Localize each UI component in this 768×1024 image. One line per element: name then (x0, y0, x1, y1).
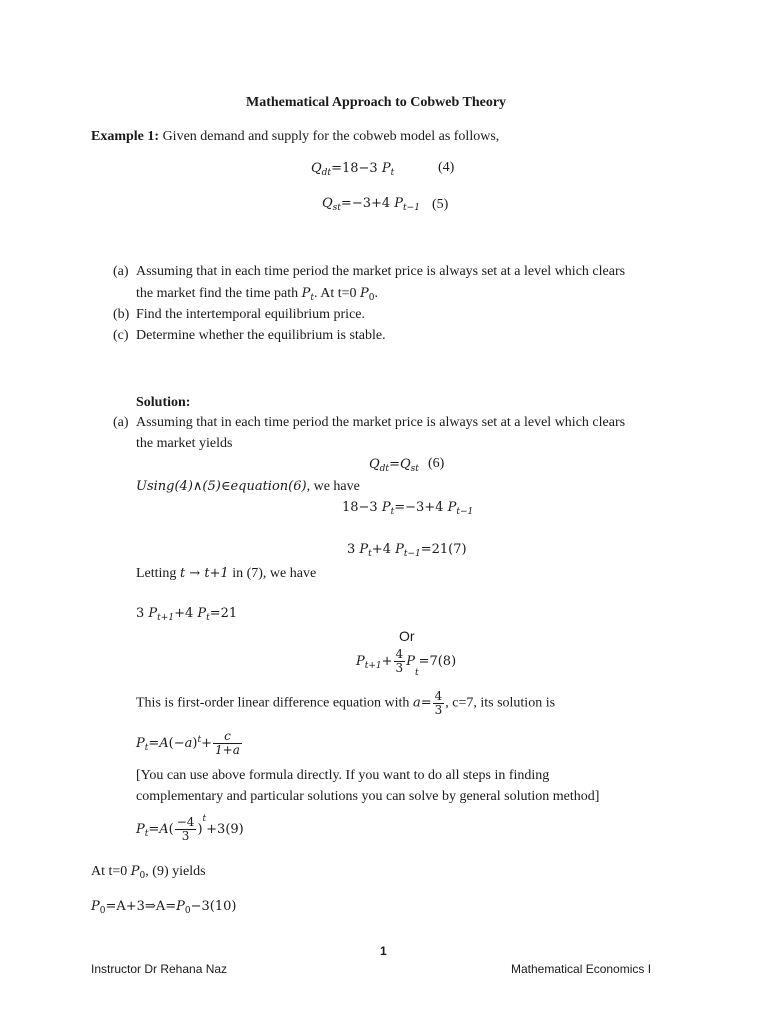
footer-instructor: Instructor Dr Rehana Naz (91, 962, 228, 976)
solution-a-label: (a) (113, 415, 129, 430)
footer-course: Mathematical Economics I (511, 962, 652, 976)
or-text: Or (399, 628, 415, 644)
solution-a-line1: Assuming that in each time period the market price is always set at a level which clears (136, 415, 626, 430)
equation-9: $P_t=A$( $\frac{-4}{3}$ )$^t$+3(9) (136, 814, 244, 843)
using-line: Using(4)∧(5)∈equation(6), we have (136, 479, 360, 494)
equation-8: $P_{t+1}+$ $\frac{4}{3}$ $P_t=7(8)$ (356, 647, 457, 678)
demand-equation: $Q_{dt}=18-3$ $P_t$ (311, 161, 395, 178)
note-line2: complementary and particular solutions you can solve by general solution method] (136, 789, 600, 804)
question-b-text: Find the intertemporal equilibrium price. (136, 307, 365, 322)
at-t0-line: At t=0 $P_0$, (9) yields (91, 864, 206, 881)
question-a-line2: the market find the time path $P_t$. At t=0 $P_0$. (136, 286, 378, 303)
equation-ref-5: (5) (432, 197, 449, 212)
question-a-line1: Assuming that in each time period the market price is always set at a level which clears (136, 264, 626, 279)
example-text: Given demand and supply for the cobweb model as follows, (162, 129, 500, 144)
page-title: Mathematical Approach to Cobweb Theory (246, 95, 507, 110)
question-c-text: Determine whether the equilibrium is stable. (136, 328, 386, 343)
letting-line: Letting t → t+1 in (7), we have (136, 566, 317, 581)
equilibrium-condition: $Q_{dt}=Q_{st}$ (369, 457, 419, 474)
solution-a-line2: the market yields (136, 436, 233, 451)
solution-heading: Solution: (136, 395, 191, 410)
equation-ref-6: (6) (428, 456, 445, 471)
supply-equation: $Q_{st}=-3+4$ $P_{t-1}$ (322, 196, 420, 213)
question-a-label: (a) (113, 264, 129, 279)
example-intro (91, 128, 499, 146)
substituted-equation: 18−3 $P_t=-3+4$ $P_{t-1}$ (342, 500, 474, 517)
general-solution: $P_t=A(-a)^t+$ $\frac{c}{1+a}$ (136, 729, 240, 757)
equation-ref-4: (4) (438, 160, 455, 175)
question-b-label: (b) (113, 307, 130, 322)
first-order-line: This is first-order linear difference equation with a= $\frac{4}{3}$ , c=7, its solution is (136, 689, 556, 717)
example-label: Example 1: (91, 129, 160, 144)
page-number: 1 (380, 944, 387, 958)
note-line1: [You can use above formula directly. If you want to do all steps in finding (136, 768, 550, 783)
equation-10: $P_0=A+3\Rightarrow A=P_0-3(10)$ (91, 899, 237, 916)
equation-7: 3 $P_t+4$ $P_{t-1}=21(7)$ (347, 542, 467, 559)
question-c-label: (c) (113, 328, 129, 343)
shifted-equation: 3 $P_{t+1}+4$ $P_t=21$ (136, 606, 238, 623)
